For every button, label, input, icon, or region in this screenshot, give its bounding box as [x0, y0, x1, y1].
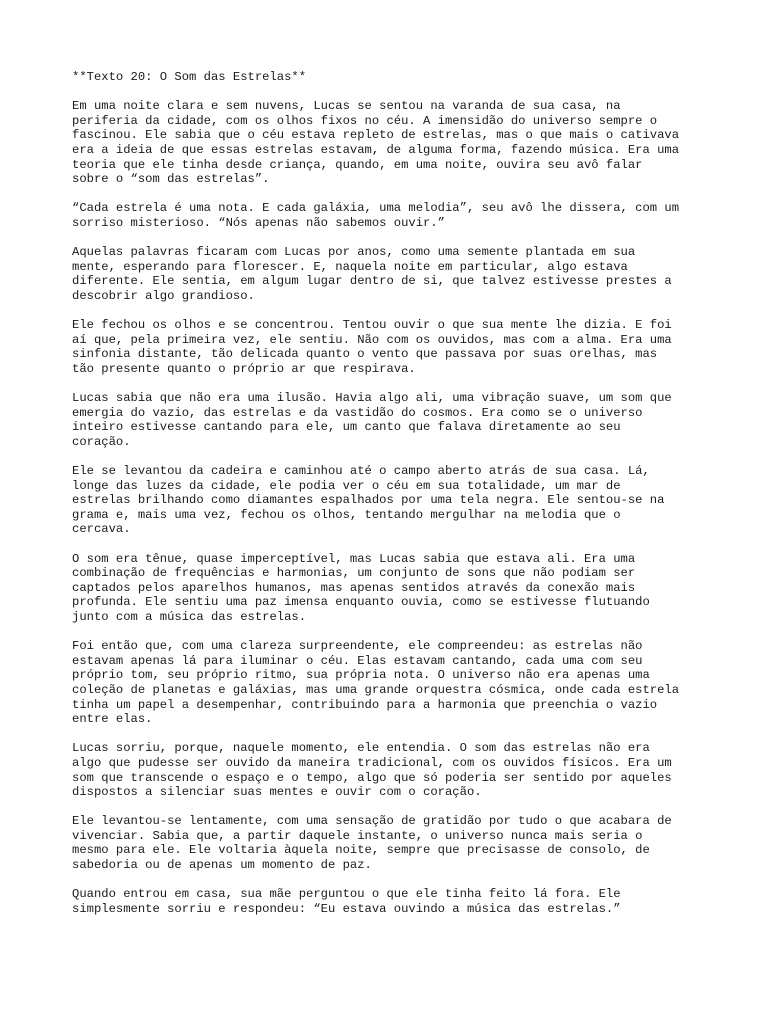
text-line: mesmo para ele. Ele voltaria àquela noite, sempre que precisasse de consolo, de — [72, 843, 650, 858]
text-line: Ele se levantou da cadeira e caminhou até o campo aberto atrás de sua casa. Lá, — [72, 464, 650, 479]
text-line: descobrir algo grandioso. — [72, 288, 255, 303]
text-line: coleção de planetas e galáxias, mas uma grande orquestra cósmica, onde cada estrela — [72, 682, 680, 697]
paragraph — [72, 245, 702, 303]
text-line: Ele fechou os olhos e se concentrou. Tentou ouvir o que sua mente lhe dizia. E foi — [72, 318, 672, 333]
text-line: simplesmente sorriu e respondeu: “Eu estava ouvindo a música das estrelas.” — [72, 901, 621, 916]
text-line: longe das luzes da cidade, ele podia ver o céu em sua totalidade, um mar de — [72, 478, 621, 493]
text-line: fascinou. Ele sabia que o céu estava repleto de estrelas, mas o que mais o cativava — [72, 128, 680, 143]
text-line: junto com a música das estrelas. — [72, 609, 307, 624]
text-line: profunda. Ele sentiu uma paz imensa enquanto ouvia, como se estivesse flutuando — [72, 595, 650, 610]
text-line: Lucas sorriu, porque, naquele momento, ele entendia. O som das estrelas não era — [72, 741, 650, 756]
paragraph — [72, 814, 702, 872]
text-line: era a ideia de que essas estrelas estavam, de alguma forma, fazendo música. Era uma — [72, 142, 680, 157]
text-line: mente, esperando para florescer. E, naquela noite em particular, algo estava — [72, 259, 628, 274]
paragraph — [72, 741, 702, 799]
text-line: som que transcende o espaço e o tempo, algo que só poderia ser sentido por aqueles — [72, 770, 672, 785]
text-line: Lucas sabia que não era uma ilusão. Havia algo ali, uma vibração suave, um som que — [72, 391, 672, 406]
text-line: emergia do vazio, das estrelas e da vastidão do cosmos. Era como se o universo — [72, 405, 643, 420]
text-line: Em uma noite clara e sem nuvens, Lucas se sentou na varanda de sua casa, na — [72, 99, 621, 114]
text-line: sorriso misterioso. “Nós apenas não sabemos ouvir.” — [72, 215, 445, 230]
text-line: captados pelos aparelhos humanos, mas apenas sentidos através da conexão mais — [72, 580, 636, 595]
text-line: Aquelas palavras ficaram com Lucas por anos, como uma semente plantada em sua — [72, 245, 636, 260]
text-line: tinha um papel a desempenhar, contribuindo para a harmonia que preenchia o vazio — [72, 697, 658, 712]
paragraph — [72, 887, 702, 916]
text-line: tão presente quanto o próprio ar que respirava. — [72, 361, 416, 376]
text-line: combinação de frequências e harmonias, um conjunto de sons que não podiam ser — [72, 566, 636, 581]
text-line: periferia da cidade, com os olhos fixos no céu. A imensidão do universo sempre o — [72, 113, 658, 128]
paragraph — [72, 201, 702, 230]
text-line: Quando entrou em casa, sua mãe perguntou o que ele tinha feito lá fora. Ele — [72, 887, 621, 902]
text-line: vivenciar. Sabia que, a partir daquele instante, o universo nunca mais seria o — [72, 828, 643, 843]
paragraph — [72, 639, 702, 727]
text-line: aí que, pela primeira vez, ele sentiu. Não com os ouvidos, mas com a alma. Era uma — [72, 332, 672, 347]
text-line: cercava. — [72, 522, 131, 537]
document-title: **Texto 20: O Som das Estrelas** — [72, 70, 307, 84]
text-line: “Cada estrela é uma nota. E cada galáxia, uma melodia”, seu avô lhe dissera, com um — [72, 201, 680, 216]
text-line: entre elas. — [72, 712, 153, 727]
text-line: inteiro estivesse cantando para ele, um canto que falava diretamente ao seu — [72, 420, 621, 435]
text-line: estrelas brilhando como diamantes espalhados por uma tela negra. Ele sentou-se na — [72, 493, 665, 508]
paragraph — [72, 391, 702, 449]
paragraph — [72, 552, 702, 625]
text-line: O som era tênue, quase imperceptível, mas Lucas sabia que estava ali. Era uma — [72, 551, 636, 566]
text-line: sabedoria ou de apenas um momento de paz. — [72, 858, 372, 873]
text-line: grama e, mais uma vez, fechou os olhos, tentando mergulhar na melodia que o — [72, 507, 621, 522]
text-line: teoria que ele tinha desde criança, quando, em uma noite, ouvira seu avô falar — [72, 157, 643, 172]
text-line: algo que pudesse ser ouvido da maneira tradicional, com os ouvidos físicos. Era um — [72, 755, 672, 770]
text-line: sinfonia distante, tão delicada quanto o vento que passava por suas orelhas, mas — [72, 347, 658, 362]
paragraph — [72, 99, 702, 187]
text-line: Ele levantou-se lentamente, com uma sensação de gratidão por tudo o que acabara de — [72, 814, 672, 829]
text-line: diferente. Ele sentia, em algum lugar dentro de si, que talvez estivesse prestes a — [72, 274, 672, 289]
paragraph — [72, 464, 702, 537]
text-line: próprio tom, seu próprio ritmo, sua própria nota. O universo não era apenas uma — [72, 668, 650, 683]
document-body — [72, 99, 702, 916]
paragraph — [72, 318, 702, 376]
text-line: coração. — [72, 434, 131, 449]
text-line: Foi então que, com uma clareza surpreendente, ele compreendeu: as estrelas não — [72, 639, 643, 654]
text-line: estavam apenas lá para iluminar o céu. Elas estavam cantando, cada uma com seu — [72, 653, 643, 668]
text-line: dispostos a silenciar suas mentes e ouvir com o coração. — [72, 785, 482, 800]
document-page — [72, 70, 702, 931]
text-line: sobre o “som das estrelas”. — [72, 172, 270, 187]
